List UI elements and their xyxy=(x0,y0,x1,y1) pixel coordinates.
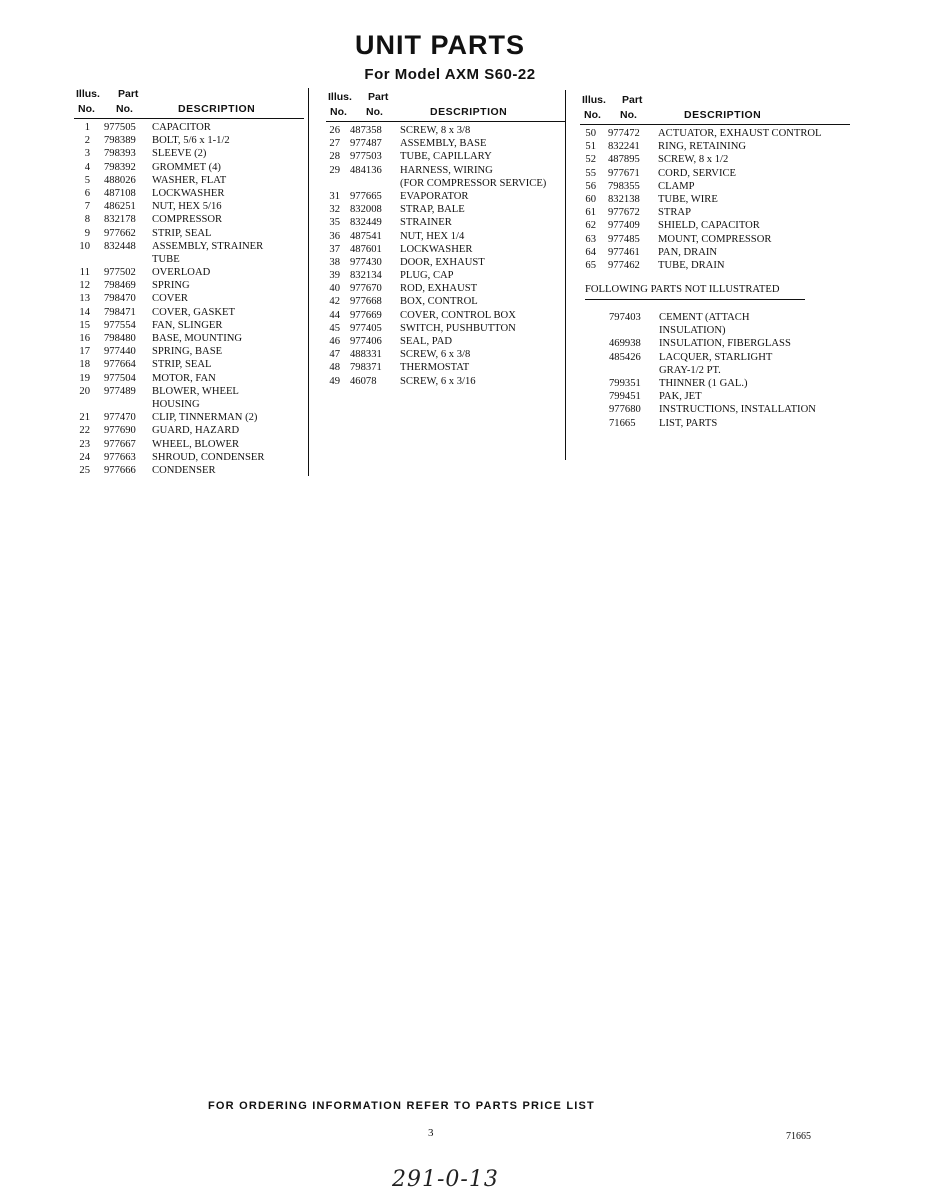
table-row xyxy=(74,398,304,411)
table-row xyxy=(326,282,566,295)
part-description: BASE, MOUNTING xyxy=(152,333,243,344)
parts-column-3 xyxy=(580,92,850,272)
part-number: 977670 xyxy=(350,283,382,295)
illus-number: 18 xyxy=(79,359,90,371)
table-row xyxy=(326,124,566,137)
part-description: (FOR COMPRESSOR SERVICE) xyxy=(400,177,547,189)
table-row xyxy=(74,187,304,200)
table-row xyxy=(74,411,304,424)
part-number: 977503 xyxy=(350,151,382,163)
part-description: OVERLOAD xyxy=(152,267,211,279)
table-row xyxy=(74,174,304,187)
part-number: 797403 xyxy=(609,312,641,323)
table-row xyxy=(580,193,850,206)
table-row xyxy=(74,227,304,240)
part-description: INSTRUCTIONS, INSTALLATION xyxy=(659,404,816,416)
header-no: No. xyxy=(330,106,347,118)
illus-number: 56 xyxy=(585,180,596,192)
part-number: 798469 xyxy=(104,280,136,292)
part-description: INSULATION, FIBERGLASS xyxy=(659,338,791,350)
table-row xyxy=(74,213,304,226)
part-description: SWITCH, PUSHBUTTON xyxy=(400,322,516,334)
part-number: 798355 xyxy=(608,180,640,192)
part-description: LOCKWASHER xyxy=(400,243,473,255)
not-illustrated-list xyxy=(585,311,855,430)
table-row xyxy=(326,137,566,150)
header-no: No. xyxy=(584,109,601,121)
part-number: 798393 xyxy=(104,148,136,160)
part-number: 977502 xyxy=(104,267,136,279)
table-row xyxy=(326,361,566,374)
part-number: 799451 xyxy=(609,391,641,403)
part-number: 799351 xyxy=(609,377,641,389)
part-description: BOLT, 5/6 x 1-1/2 xyxy=(152,135,230,147)
part-description: EVAPORATOR xyxy=(400,190,469,202)
part-number: 977668 xyxy=(350,296,382,308)
table-row xyxy=(74,464,304,477)
illus-number: 8 xyxy=(84,214,90,226)
illus-number: 49 xyxy=(329,375,340,387)
illus-number: 39 xyxy=(329,270,340,282)
part-number: 488331 xyxy=(350,349,382,361)
part-description: BOX, CONTROL xyxy=(400,296,478,308)
table-row xyxy=(326,203,566,216)
table-row xyxy=(580,167,850,180)
part-number: 832138 xyxy=(608,193,640,205)
part-description: ACTUATOR, EXHAUST CONTROL xyxy=(658,128,822,139)
part-description: NUT, HEX 5/16 xyxy=(152,201,222,213)
table-row xyxy=(326,335,566,348)
illus-number: 28 xyxy=(329,151,340,163)
table-row xyxy=(74,266,304,279)
part-description: STRIP, SEAL xyxy=(152,359,212,371)
illus-number: 7 xyxy=(84,201,90,213)
table-row xyxy=(585,351,855,364)
part-number: 486251 xyxy=(104,201,136,213)
part-number: 832134 xyxy=(350,270,382,282)
part-description: DOOR, EXHAUST xyxy=(400,256,485,268)
table-row xyxy=(74,438,304,451)
divider xyxy=(585,299,805,300)
part-number: 977406 xyxy=(350,336,382,347)
illus-number: 32 xyxy=(329,204,340,216)
part-description: CLIP, TINNERMAN (2) xyxy=(152,412,258,424)
header-part-no: No. xyxy=(620,109,637,121)
part-number: 832178 xyxy=(104,214,136,226)
table-row xyxy=(326,295,566,308)
illus-number: 36 xyxy=(329,230,340,242)
illus-number: 44 xyxy=(329,309,340,321)
illus-number: 48 xyxy=(329,362,340,374)
part-description: CEMENT (ATTACH xyxy=(659,312,750,323)
part-description: COVER, GASKET xyxy=(152,306,235,318)
table-row xyxy=(74,121,304,134)
part-description: WASHER, FLAT xyxy=(152,174,227,186)
illus-number: 1 xyxy=(84,122,90,133)
illus-number: 60 xyxy=(585,193,596,205)
illus-number: 52 xyxy=(585,154,596,166)
table-row xyxy=(74,147,304,160)
part-number: 977669 xyxy=(350,309,382,321)
table-row xyxy=(74,345,304,358)
part-description: STRIP, SEAL xyxy=(152,227,212,239)
illus-number: 61 xyxy=(585,207,596,219)
part-description: ASSEMBLY, STRAINER xyxy=(152,240,264,252)
part-number: 487108 xyxy=(104,187,136,199)
table-row xyxy=(74,161,304,174)
illus-number: 13 xyxy=(79,293,90,305)
table-row xyxy=(585,311,855,324)
part-description: TUBE, CAPILLARY xyxy=(400,151,492,163)
parts-column-2 xyxy=(326,89,566,388)
illus-number: 31 xyxy=(329,190,340,202)
table-row xyxy=(580,259,850,272)
model-subtitle: For Model AXM S60-22 xyxy=(364,66,536,83)
table-row xyxy=(585,403,855,416)
parts-list xyxy=(326,124,566,388)
table-row xyxy=(585,337,855,350)
table-row xyxy=(326,348,566,361)
table-row xyxy=(74,279,304,292)
illus-number: 20 xyxy=(79,385,90,397)
table-row xyxy=(580,246,850,259)
part-number: 977405 xyxy=(350,322,382,334)
table-row xyxy=(74,240,304,253)
part-number: 487541 xyxy=(350,230,382,242)
part-number: 469938 xyxy=(609,338,641,350)
illus-number: 15 xyxy=(79,319,90,331)
table-row xyxy=(326,243,566,256)
column-divider xyxy=(308,88,309,476)
illus-number: 4 xyxy=(84,161,90,173)
part-number: 977671 xyxy=(608,167,640,179)
illus-number: 37 xyxy=(329,243,340,255)
part-description: STRAP xyxy=(658,207,691,219)
table-row xyxy=(580,140,850,153)
part-description: WHEEL, BLOWER xyxy=(152,438,240,450)
illus-number: 23 xyxy=(79,438,90,450)
part-description: BLOWER, WHEEL xyxy=(152,385,239,397)
illus-number: 11 xyxy=(79,267,90,279)
table-row xyxy=(74,134,304,147)
part-description: THINNER (1 GAL.) xyxy=(659,377,748,389)
part-description: SHIELD, CAPACITOR xyxy=(658,220,760,232)
part-description: SCREW, 8 x 1/2 xyxy=(658,154,729,166)
part-description: LIST, PARTS xyxy=(659,417,718,429)
part-description: TUBE, WIRE xyxy=(658,193,718,205)
part-description: ASSEMBLY, BASE xyxy=(400,138,487,150)
table-row xyxy=(74,253,304,266)
illus-number: 62 xyxy=(585,220,596,232)
part-description: STRAINER xyxy=(400,217,452,229)
part-description: MOUNT, COMPRESSOR xyxy=(658,233,772,245)
part-description: HOUSING xyxy=(152,398,200,410)
header-illus: Illus. xyxy=(582,94,606,106)
illus-number: 55 xyxy=(585,167,596,179)
table-row xyxy=(74,385,304,398)
part-description: LACQUER, STARLIGHT xyxy=(659,351,773,363)
header-part-no: No. xyxy=(366,106,383,118)
illus-number: 45 xyxy=(329,322,340,334)
document-number: 71665 xyxy=(786,1131,811,1142)
illus-number: 26 xyxy=(329,125,340,136)
part-number: 798371 xyxy=(350,362,382,374)
part-description: COVER xyxy=(152,293,188,305)
part-number: 977462 xyxy=(608,259,640,271)
part-description: GUARD, HAZARD xyxy=(152,425,240,437)
part-description: INSULATION) xyxy=(659,325,726,337)
illus-number: 3 xyxy=(84,148,90,160)
part-description: SLEEVE (2) xyxy=(152,148,207,160)
table-row xyxy=(326,375,566,388)
table-row xyxy=(74,332,304,345)
illus-number: 65 xyxy=(585,259,596,271)
part-number: 977690 xyxy=(104,425,136,437)
table-row xyxy=(74,200,304,213)
table-row xyxy=(580,153,850,166)
part-number: 977664 xyxy=(104,359,136,371)
illus-number: 22 xyxy=(79,425,90,437)
part-number: 488026 xyxy=(104,174,136,186)
illus-number: 50 xyxy=(585,128,596,139)
table-row xyxy=(585,390,855,403)
table-row xyxy=(326,190,566,203)
header-description: DESCRIPTION xyxy=(178,103,256,115)
illus-number: 51 xyxy=(585,141,596,153)
table-row xyxy=(580,127,850,140)
part-number: 485426 xyxy=(609,351,641,363)
table-row xyxy=(74,306,304,319)
table-row xyxy=(580,206,850,219)
illus-number: 6 xyxy=(84,187,90,199)
part-description: ROD, EXHAUST xyxy=(400,283,478,295)
part-number: 977667 xyxy=(104,438,136,450)
part-number: 977440 xyxy=(104,346,136,358)
part-description: SCREW, 6 x 3/16 xyxy=(400,375,476,387)
part-number: 977666 xyxy=(104,464,136,476)
illus-number: 46 xyxy=(329,336,340,347)
table-row xyxy=(326,230,566,243)
part-number: 487358 xyxy=(350,125,382,136)
part-description: RING, RETAINING xyxy=(658,141,747,153)
part-description: MOTOR, FAN xyxy=(152,372,216,384)
part-description: PAK, JET xyxy=(659,391,702,403)
table-row xyxy=(74,424,304,437)
illus-number: 35 xyxy=(329,217,340,229)
table-row xyxy=(585,364,855,377)
part-description: FAN, SLINGER xyxy=(152,319,223,331)
part-description: TUBE, DRAIN xyxy=(658,259,725,271)
parts-list xyxy=(580,127,850,272)
header-part: Part xyxy=(118,88,139,100)
illus-number: 42 xyxy=(329,296,340,308)
table-row xyxy=(74,372,304,385)
part-description: SCREW, 8 x 3/8 xyxy=(400,125,471,136)
part-description: SPRING xyxy=(152,280,190,292)
part-description: CLAMP xyxy=(658,180,695,192)
table-row xyxy=(585,324,855,337)
table-row xyxy=(74,319,304,332)
part-number: 977504 xyxy=(104,372,136,384)
part-number: 798389 xyxy=(104,135,136,147)
part-description: NUT, HEX 1/4 xyxy=(400,230,465,242)
not-illustrated-heading: FOLLOWING PARTS NOT ILLUSTRATED xyxy=(585,284,780,295)
part-description: LOCKWASHER xyxy=(152,187,225,199)
column-divider xyxy=(565,90,566,460)
part-description: STRAP, BALE xyxy=(400,204,465,216)
part-number: 798392 xyxy=(104,161,136,173)
illus-number: 16 xyxy=(79,333,90,344)
illus-number: 40 xyxy=(329,283,340,295)
part-description: SEAL, PAD xyxy=(400,336,453,347)
part-description: THERMOSTAT xyxy=(400,362,470,374)
table-row xyxy=(326,164,566,177)
illus-number: 63 xyxy=(585,233,596,245)
table-row xyxy=(326,150,566,163)
part-description: PLUG, CAP xyxy=(400,270,454,282)
illus-number: 21 xyxy=(79,412,90,424)
table-row xyxy=(74,451,304,464)
illus-number: 12 xyxy=(79,280,90,292)
table-row xyxy=(326,177,566,190)
part-description: TUBE xyxy=(152,253,180,265)
part-number: 977665 xyxy=(350,190,382,202)
part-number: 487895 xyxy=(608,154,640,166)
part-number: 71665 xyxy=(609,417,636,429)
illus-number: 14 xyxy=(79,306,90,318)
part-description: CONDENSER xyxy=(152,464,216,476)
table-row xyxy=(326,309,566,322)
part-number: 487601 xyxy=(350,243,382,255)
illus-number: 5 xyxy=(84,174,90,186)
part-description: PAN, DRAIN xyxy=(658,246,718,258)
part-description: SPRING, BASE xyxy=(152,346,223,358)
part-number: 484136 xyxy=(350,164,382,176)
part-number: 977430 xyxy=(350,256,382,268)
header-illus: Illus. xyxy=(328,91,352,103)
table-row xyxy=(580,233,850,246)
header-description: DESCRIPTION xyxy=(430,106,508,118)
part-number: 977672 xyxy=(608,207,640,219)
header-part: Part xyxy=(622,94,643,106)
part-number: 977472 xyxy=(608,128,640,139)
table-row xyxy=(580,219,850,232)
part-number: 977662 xyxy=(104,227,136,239)
part-number: 977680 xyxy=(609,404,641,416)
part-description: COMPRESSOR xyxy=(152,214,223,226)
part-number: 798471 xyxy=(104,306,136,318)
header-part: Part xyxy=(368,91,389,103)
illus-number: 25 xyxy=(79,464,90,476)
header-illus: Illus. xyxy=(76,88,100,100)
part-description: GROMMET (4) xyxy=(152,161,221,173)
illus-number: 29 xyxy=(329,164,340,176)
part-number: 977489 xyxy=(104,385,136,397)
part-number: 977485 xyxy=(608,233,640,245)
table-row xyxy=(326,216,566,229)
parts-list xyxy=(74,121,304,477)
illus-number: 47 xyxy=(329,349,340,361)
table-row xyxy=(585,417,855,430)
column-header xyxy=(326,89,566,122)
part-number: 832241 xyxy=(608,141,640,153)
part-description: SHROUD, CONDENSER xyxy=(152,451,265,463)
table-row xyxy=(326,269,566,282)
table-row xyxy=(326,256,566,269)
part-description: CAPACITOR xyxy=(152,122,211,133)
part-number: 832008 xyxy=(350,204,382,216)
illus-number: 10 xyxy=(79,240,90,252)
page-title: UNIT PARTS xyxy=(355,30,525,60)
part-number: 977470 xyxy=(104,412,136,424)
part-number: 832448 xyxy=(104,240,136,252)
part-description: CORD, SERVICE xyxy=(658,167,737,179)
ordering-footer: FOR ORDERING INFORMATION REFER TO PARTS PRICE LIST xyxy=(208,1100,595,1112)
table-row xyxy=(580,180,850,193)
header-part-no: No. xyxy=(116,103,133,115)
part-number: 832449 xyxy=(350,217,382,229)
illus-number: 9 xyxy=(84,227,90,239)
header-description: DESCRIPTION xyxy=(684,109,762,121)
part-number: 46078 xyxy=(350,375,377,387)
part-number: 977409 xyxy=(608,220,640,232)
part-description: HARNESS, WIRING xyxy=(400,164,493,176)
header-no: No. xyxy=(78,103,95,115)
illus-number: 27 xyxy=(329,138,340,150)
page-number: 3 xyxy=(428,1127,434,1139)
table-row xyxy=(74,358,304,371)
parts-column-1 xyxy=(74,86,304,477)
part-number: 977505 xyxy=(104,122,136,133)
table-row xyxy=(585,377,855,390)
part-number: 798480 xyxy=(104,333,136,344)
illus-number: 17 xyxy=(79,346,90,358)
illus-number: 19 xyxy=(79,372,90,384)
part-description: GRAY-1/2 PT. xyxy=(659,364,721,376)
part-number: 798470 xyxy=(104,293,136,305)
part-description: COVER, CONTROL BOX xyxy=(400,309,516,321)
column-header xyxy=(74,86,304,119)
table-row xyxy=(326,322,566,335)
part-number: 977554 xyxy=(104,319,136,331)
part-number: 977487 xyxy=(350,138,382,150)
illus-number: 24 xyxy=(79,451,90,463)
illus-number: 38 xyxy=(329,256,340,268)
part-number: 977461 xyxy=(608,246,640,258)
illus-number: 64 xyxy=(585,246,596,258)
part-description: SCREW, 6 x 3/8 xyxy=(400,349,471,361)
part-number: 977663 xyxy=(104,451,136,463)
illus-number: 2 xyxy=(84,135,90,147)
table-row xyxy=(74,292,304,305)
column-header xyxy=(580,92,850,125)
handwritten-note: 291-0-13 xyxy=(392,1167,499,1192)
